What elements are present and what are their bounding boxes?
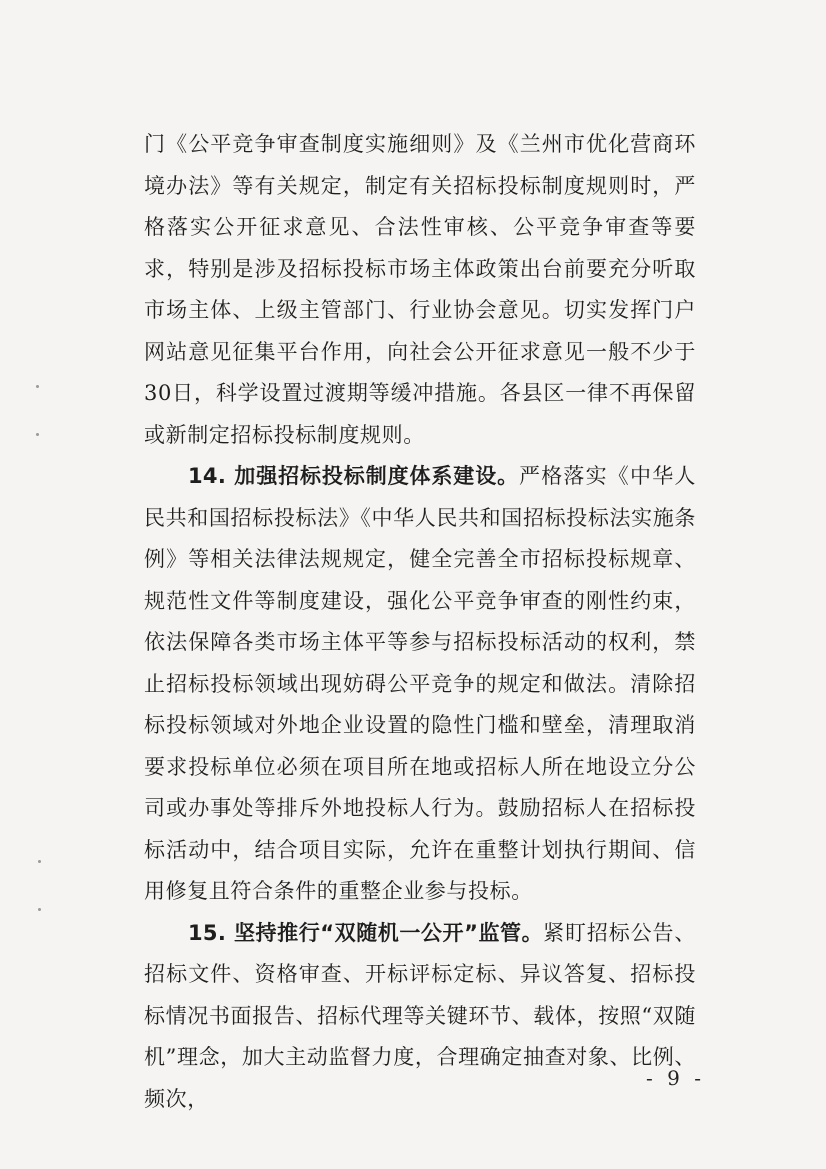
paragraph-text: 门《公平竞争审查制度实施细则》及《兰州市优化营商环境办法》等有关规定，制定有关招标投标制度规则时，严格落实公开征求意见、合法性审核、公平竞争审查等要求，特别是涉及招标投标市场主体政策出台前要充分听取市场主体、上级主管部门、行业协会意见。切实发挥门户网站意见征集平台作用，向社会公开征求意见一般不少于30日，科学设置过渡期等缓冲措施。各县区一律不再保留或新制定招标投标制度规则。 (144, 132, 696, 447)
paragraph-section-15 (144, 913, 696, 1121)
paragraph-section-14 (144, 456, 696, 913)
body-text (144, 124, 696, 1120)
section-heading: 15. 坚持推行“双随机一公开”监管。 (188, 920, 544, 945)
paragraph-text: 紧盯招标公告、招标文件、资格审查、开标评标定标、异议答复、招标投标情况书面报告、招标代理等关键环节、载体，按照“双随机”理念，加大主动监督力度，合理确定抽查对象、比例、频次， (144, 920, 696, 1111)
paragraph-continuation (144, 124, 696, 456)
paragraph-text: 严格落实《中华人民共和国招标投标法》《中华人民共和国招标投标法实施条例》等相关法律法规规定，健全完善全市招标投标规章、规范性文件等制度建设，强化公平竞争审查的刚性约束，依法保障各类市场主体平等参与招标投标活动的权利，禁止招标投标领域出现妨碍公平竞争的规定和做法。清除招标投标领域对外地企业设置的隐性门槛和壁垒，清理取消要求投标单位必须在项目所在地或招标人所在地设立分公司或办事处等排斥外地投标人行为。鼓励招标人在招标投标活动中，结合项目实际，允许在重整计划执行期间、信用修复且符合条件的重整企业参与投标。 (144, 464, 696, 903)
scan-dot-mark (36, 433, 39, 436)
scan-dot-mark (38, 860, 41, 863)
page-number: - 9 - (646, 1066, 705, 1090)
section-heading: 14. 加强招标投标制度体系建设。 (188, 464, 519, 488)
scan-dot-mark (38, 908, 41, 911)
scan-dot-mark (36, 385, 39, 388)
